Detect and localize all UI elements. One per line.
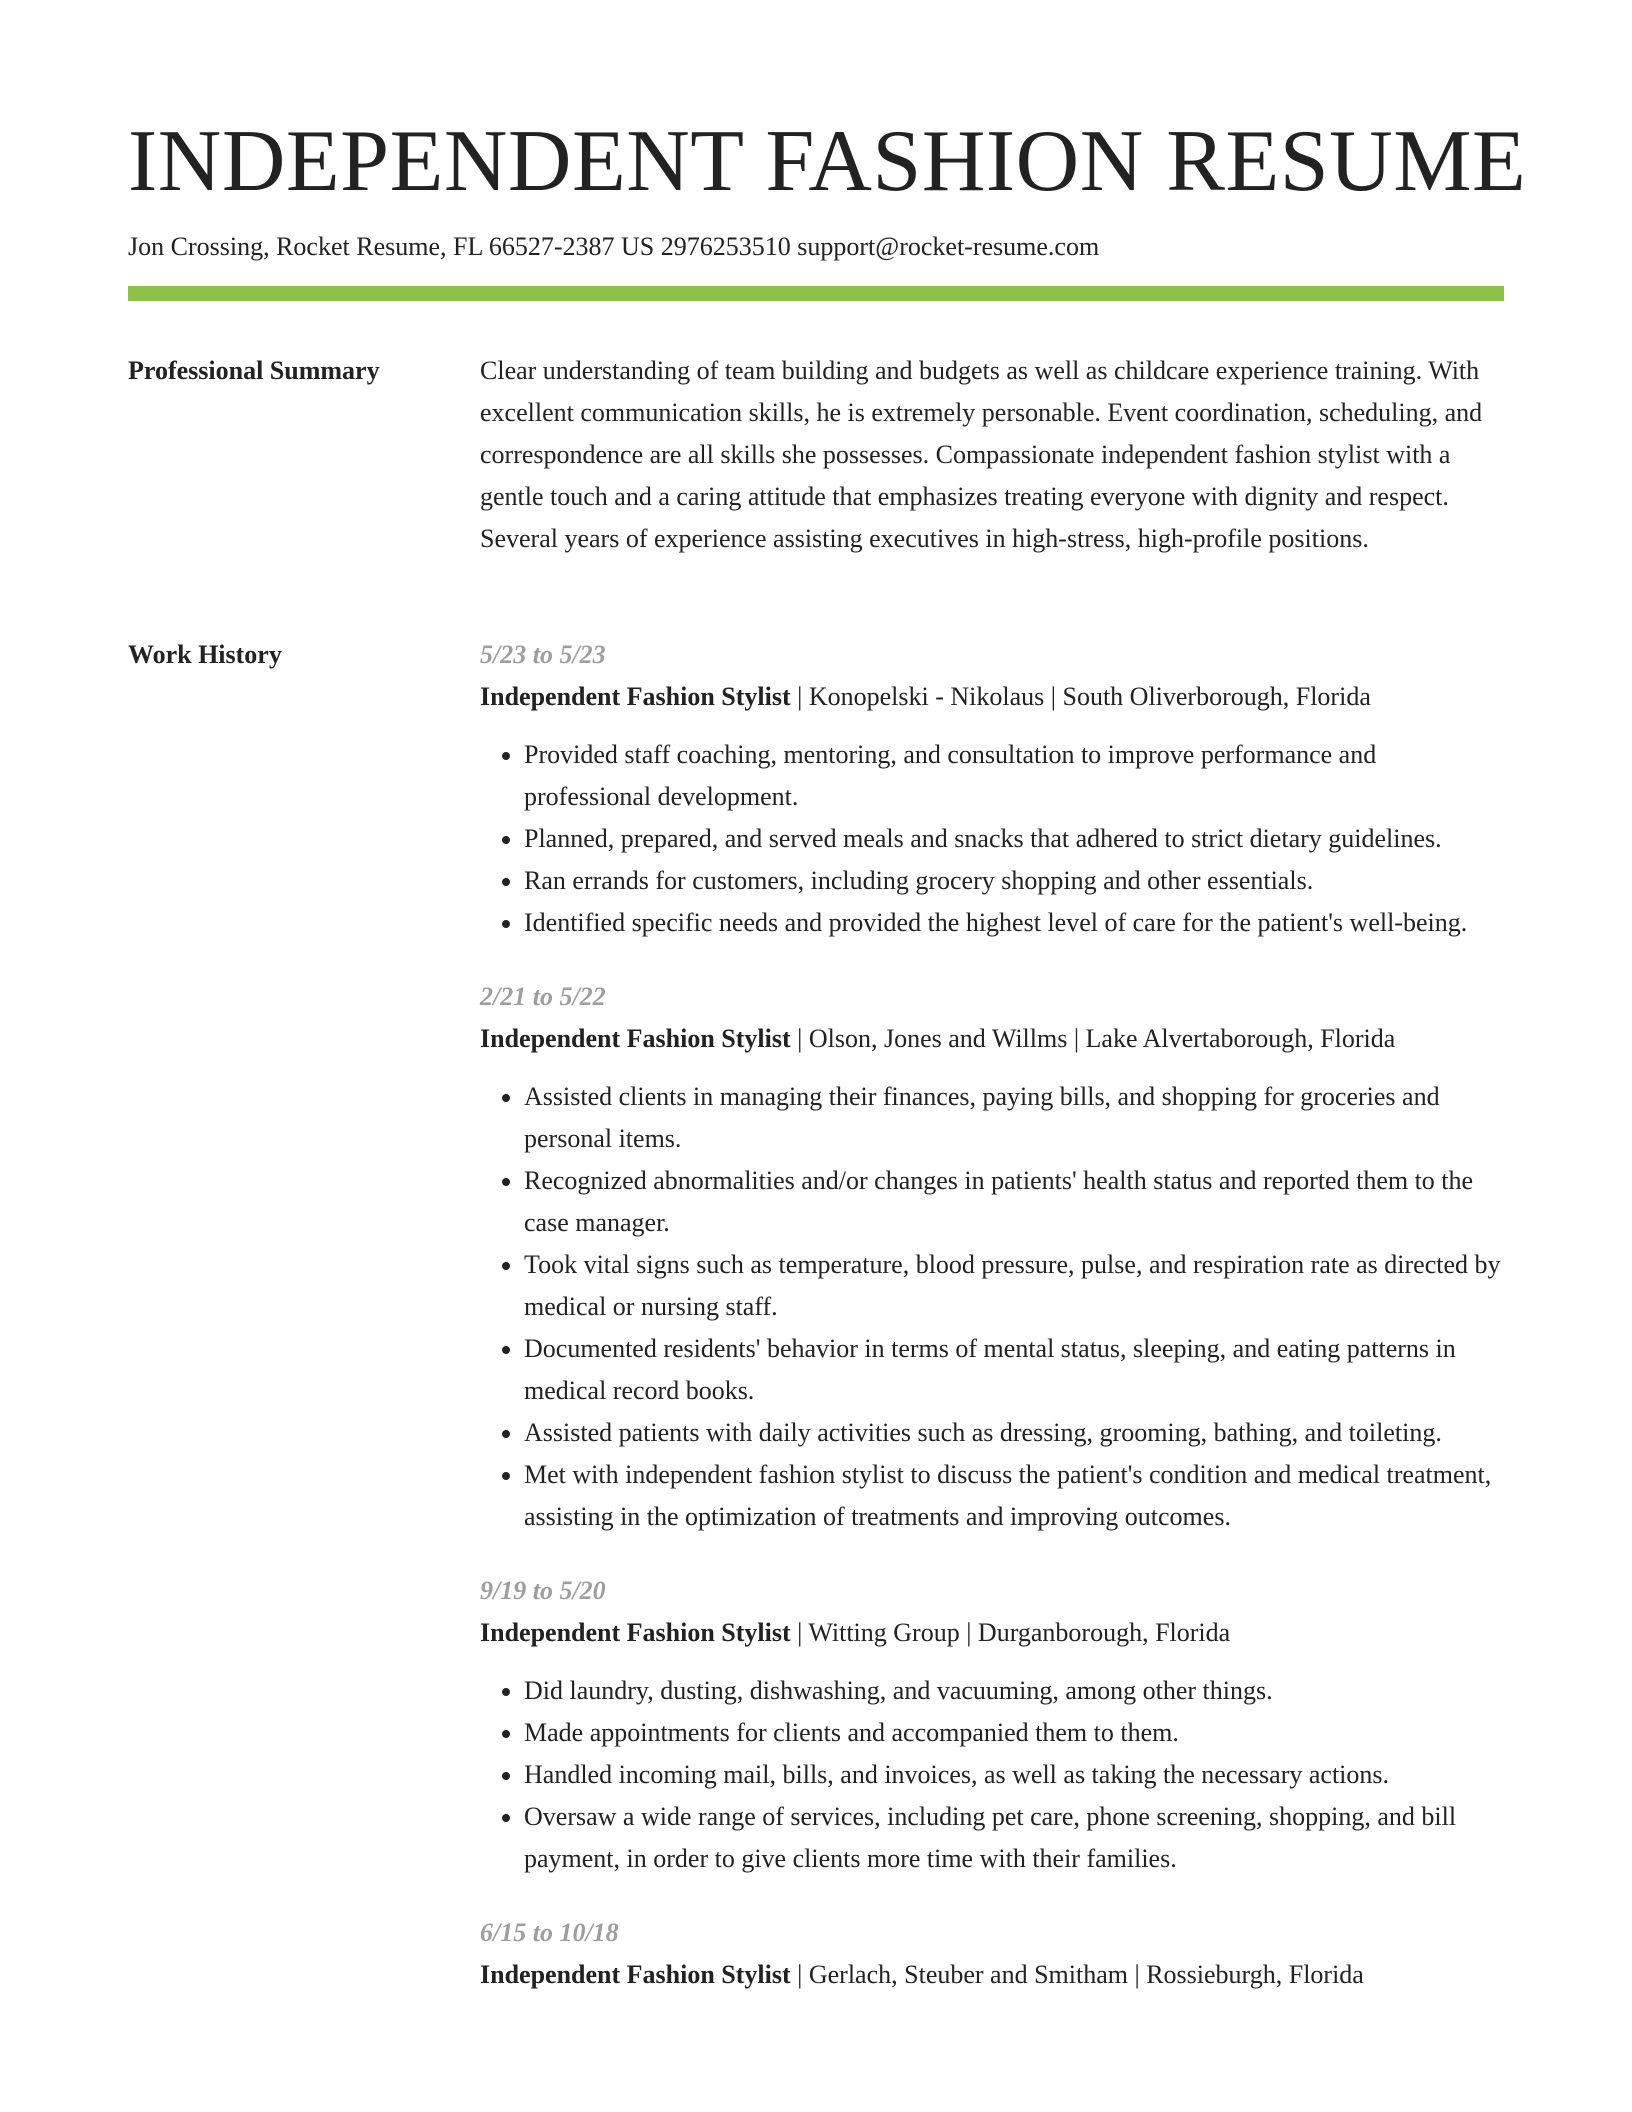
job-duty-item: • Made appointments for clients and accompanied them to them.: [524, 1712, 1504, 1754]
job-employer-location: | Witting Group | Durganborough, Florida: [790, 1618, 1231, 1647]
job-heading: [480, 1612, 1504, 1654]
job-heading: [480, 1018, 1504, 1060]
job-duty-item: • Provided staff coaching, mentoring, and consultation to improve performance and professional development.: [524, 734, 1504, 818]
job-employer-location: | Gerlach, Steuber and Smitham | Rossieburgh, Florida: [790, 1960, 1364, 1989]
job-duty-item: • Assisted patients with daily activities such as dressing, grooming, bathing, and toileting.: [524, 1412, 1504, 1454]
job-entry: [480, 634, 1504, 944]
job-dates: 9/19 to 5/20: [480, 1576, 606, 1605]
job-title: Independent Fashion Stylist: [480, 1960, 791, 1989]
job-title: Independent Fashion Stylist: [480, 1618, 791, 1647]
job-duty-item: • Recognized abnormalities and/or changes in patients' health status and reported them to the case manager.: [524, 1160, 1504, 1244]
work-history-body: [480, 634, 1504, 2028]
job-employer-location: | Konopelski - Nikolaus | South Oliverborough, Florida: [790, 682, 1371, 711]
header-divider: [128, 286, 1504, 301]
job-duty-item: • Did laundry, dusting, dishwashing, and vacuuming, among other things.: [524, 1670, 1504, 1712]
job-employer-location: | Olson, Jones and Willms | Lake Alvertaborough, Florida: [790, 1024, 1396, 1053]
work-history-label: Work History: [128, 640, 282, 669]
job-duties-list: [480, 734, 1504, 944]
resume-title: INDEPENDENT FASHION RESUME: [128, 113, 1527, 210]
job-entry: [480, 1570, 1504, 1880]
contact-line: Jon Crossing, Rocket Resume, FL 66527-2387 US 2976253510 support@rocket-resume.com: [128, 232, 1100, 261]
summary-text: Clear understanding of team building and budgets as well as childcare experience training. With excellent communication skills, he is extremely personable. Event coordination, scheduling, and correspondence are all skills she possesses. Compassionate independent fashion stylist with a gentle touch and a caring attitude that emphasizes treating everyone with dignity and respect. Several years of experience assisting executives in high-stress, high-profile positions.: [480, 356, 1483, 553]
job-duty-item: • Planned, prepared, and served meals and snacks that adhered to strict dietary guidelines.: [524, 818, 1504, 860]
job-duty-item: • Took vital signs such as temperature, blood pressure, pulse, and respiration rate as directed by medical or nursing staff.: [524, 1244, 1504, 1328]
job-duties-list: [480, 1670, 1504, 1880]
job-duty-item: • Handled incoming mail, bills, and invoices, as well as taking the necessary actions.: [524, 1754, 1504, 1796]
summary-body: [480, 350, 1504, 560]
job-duty-item: • Met with independent fashion stylist to discuss the patient's condition and medical treatment, assisting in the optimization of treatments and improving outcomes.: [524, 1454, 1504, 1538]
job-entry: [480, 1912, 1504, 1996]
job-dates: 5/23 to 5/23: [480, 640, 606, 669]
job-entry: [480, 976, 1504, 1538]
job-duty-item: • Identified specific needs and provided the highest level of care for the patient's well-being.: [524, 902, 1504, 944]
job-heading: [480, 676, 1504, 718]
job-dates: 2/21 to 5/22: [480, 982, 606, 1011]
job-duty-item: • Documented residents' behavior in terms of mental status, sleeping, and eating patterns in medical record books.: [524, 1328, 1504, 1412]
job-title: Independent Fashion Stylist: [480, 1024, 791, 1053]
job-duty-item: • Ran errands for customers, including grocery shopping and other essentials.: [524, 860, 1504, 902]
job-duty-item: • Oversaw a wide range of services, including pet care, phone screening, shopping, and bill payment, in order to give clients more time with their families.: [524, 1796, 1504, 1880]
job-dates: 6/15 to 10/18: [480, 1918, 619, 1947]
job-title: Independent Fashion Stylist: [480, 682, 791, 711]
job-duty-item: • Assisted clients in managing their finances, paying bills, and shopping for groceries and personal items.: [524, 1076, 1504, 1160]
job-heading: [480, 1954, 1504, 1996]
summary-label: Professional Summary: [128, 356, 380, 385]
job-duties-list: [480, 1076, 1504, 1538]
